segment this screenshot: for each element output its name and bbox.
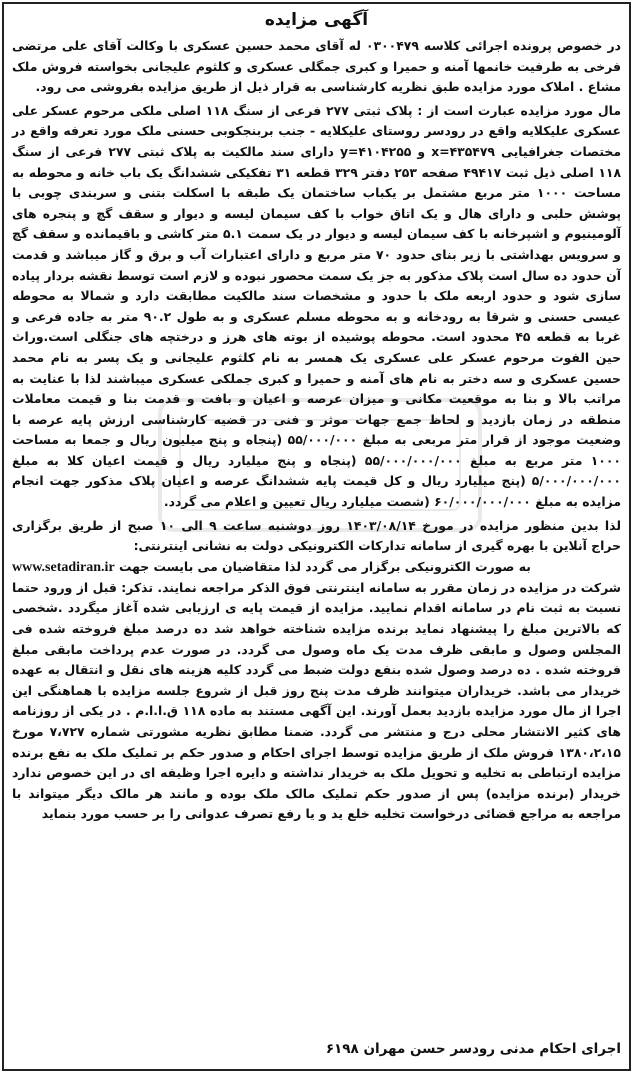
property-description-paragraph: مال مورد مزایده عبارت است از : پلاک ثبتی ۲۷۷ فرعی از سنگ ۱۱۸ اصلی ملکی مرحوم عسکر علی عسکری علیکلایه واقع در رودسر روستای علیکلایه - جنب بربنجکوبی حسنی ملک مورد تعرفه واقع در مختصات جغرافیایی x=۴۳۵۴۷۹ و y=۴۱۰۴۲۵۵ دارای سند مالکیت به پلاک ثبتی ۲۷۷ فرعی از سنگ ۱۱۸ اصلی ذیل ثبت ۴۹۴۱۷ صفحه ۲۵۳ دفتر ۳۲۹ قطعه ۳۱ تفکیکی ششدانگ یک باب خانه و محوطه به مساحت ۱۰۰۰ متر مربع مشتمل بر یکباب ساختمان یک طبقه با اسکلت بتنی و سربندی چوبی با پوشش حلبی و دارای هال و یک اتاق خواب با کف سیمان لیسه و دیوار و سقف گچ و پنجره های آلومینیوم و اشپرخانه با کف سیمان لیسه و دیوار در یک سمت ۵.۱ متر کاشی و باقیمانده و سقف گچ و سرویس بهداشتی با زیر بنای حدود ۷۰ متر مربع و دارای اعتبارات آب و برق و گاز میباشد و قدمت آن حدود ده سال است پلاک مذکور به جز یک سمت محصور نبوده و لازم است توسط نقشه بردار پیاده سازی شود و حدود اربعه ملک با حدود و مشخصات سند مالکیت مطابقت دارد و شمالا به محوطه عیسی حسنی و شرقا به رودخانه و به محوطه مسلم عسکری و به طول ۹۰.۲ متر به جاده فرعی و غربا به قطعه ۴۵ محدود است. محوطه پوشیده از بوته های هرز و درختچه های جنگلی است.وراث حین الفوت مرحوم عسکر علی عسکری یک همسر به نام کلثوم علیجانی و یک پسر به نام محمد حسین عسکری و سه دختر به نام های آمنه و حمیرا و کبری جملکی عسکری میباشند لذا با عنایت به مراتب بالا و بنا به موقعیت مکانی و میزان عرصه و اعیان و بافت و قدمت بنا و قیمت معاملات منطقه در زمان بازدید و لحاظ جمع جهات موثر و فنی در قضیه کارشناسی ارزش پایه عرصه با وضعیت موجود از قرار متر مربعی به مبلغ ۵۵/۰۰۰/۰۰۰ (پنجاه و پنج میلیون ریال و جمعا به مساحت ۱۰۰۰ متر مربع به مبلغ ۵۵/۰۰۰/۰۰۰/۰۰۰ (پنجاه و پنج میلیارد ریال و قیمت اعیان کلا به مبلغ ۵/۰۰۰/۰۰۰/۰۰۰ (پنج میلیارد ریال و کل قیمت پایه ششدانگ عرصه و اعیان پلاک مذکور جهت انجام مزایده به مبلغ ۶۰/۰۰۰/۰۰۰/۰۰۰ (شصت میلیارد ریال تعیین و اعلام می گردد. xyxy=(12,102,622,510)
case-intro-paragraph: در خصوص پرونده اجرائی کلاسه ۰۳۰۰۴۷۹ له آقای محمد حسین عسکری با وکالت آقای علی مرتضی فرخی به طرفیت خانمها آمنه و حمیرا و کبری جمگلی عسکری و کلثوم علیجانی بخواسته فروش ملک مشاع . املاک مورد مزایده طبق نظریه کارشناسی به قرار ذیل از طریق مزایده بفروشی می رود. xyxy=(12,38,621,95)
auction-terms-paragraph: شرکت در مزایده در زمان مقرر به سامانه اینترنتی فوق الذکر مراجعه نمایند. تذکر: قبل از ورود حتما نسبت به ثبت نام در سامانه اقدام نمایید. مزایده از قیمت پایه ی ارزیابی شده آغاز میگردد .شخصی که بالاترین مبلغ را پیشنهاد نماید برنده مزایده شناخته خواهد شد ده درصد مبلغ فروخته شده فی المجلس وصول و مابقی ظرف مدت یک ماه وصول می گردد. در صورت عدم پرداخت مابقی مبلغ فروخته شده . ده درصد وصول شده بنفع دولت ضبط می گردد کلیه هزینه های نقل و انتقال به عهده خریدار می باشد. خریداران میتوانند ظرف مدت پنج روز قبل از شروع جلسه مزایده با هماهنگی این اجرا از مال مورد مزایده بازدید بعمل آورند. این آگهی مستند به ماده ۱۱۸ ق.ا.ا.م . در یکی از روزنامه های کثیر الانتشار محلی درج و منتشر می گردد. ضمنا مطابق نظریه مشورتی شماره ۷،۷۲۷ مورخ ۱۳۸۰،۲،۱۵ فروش ملک از طریق مزایده توسط اجرای احکام و صدور حکم بر تملیک ملک به نفع برنده مزایده ارتباطی به تخلیه و تحویل ملک به خریدار نداشته و دایره اجرا وظیفه ای در این خصوص ندارد خریدار (برنده مزایده) پس از صدور حکم تملیک مالک ملک بوده و مانند هر مالک دیگر میتواند با مراجعه به مراجع قضائی درخواست تخلیه خلع ید و یا رفع تصرف عدوانی را بر حسب مورد بنماید xyxy=(12,579,621,822)
notice-signature: اجرای احکام مدنی رودسر حسن مهران ۶۱۹۸ xyxy=(325,1041,621,1057)
auction-notice xyxy=(12,6,621,1066)
website-line xyxy=(12,557,621,578)
website-suffix: به صورت الکترونیکی برگزار می گردد لذا متقاضیان می بایست جهت xyxy=(119,558,531,574)
website-link[interactable]: www.setadiran.ir xyxy=(12,559,115,575)
notice-title: آگهی مزایده xyxy=(264,10,369,30)
auction-schedule-paragraph: لذا بدین منظور مزایده در مورخ ۱۴۰۳/۰۸/۱۴ روز دوشنبه ساعت ۹ الی ۱۰ صبح از طریق برگزاری حراج آنلاین با بهره گیری از سامانه تدارکات الکترونیکی دولت به نشانی اینترنتی: xyxy=(12,517,621,554)
